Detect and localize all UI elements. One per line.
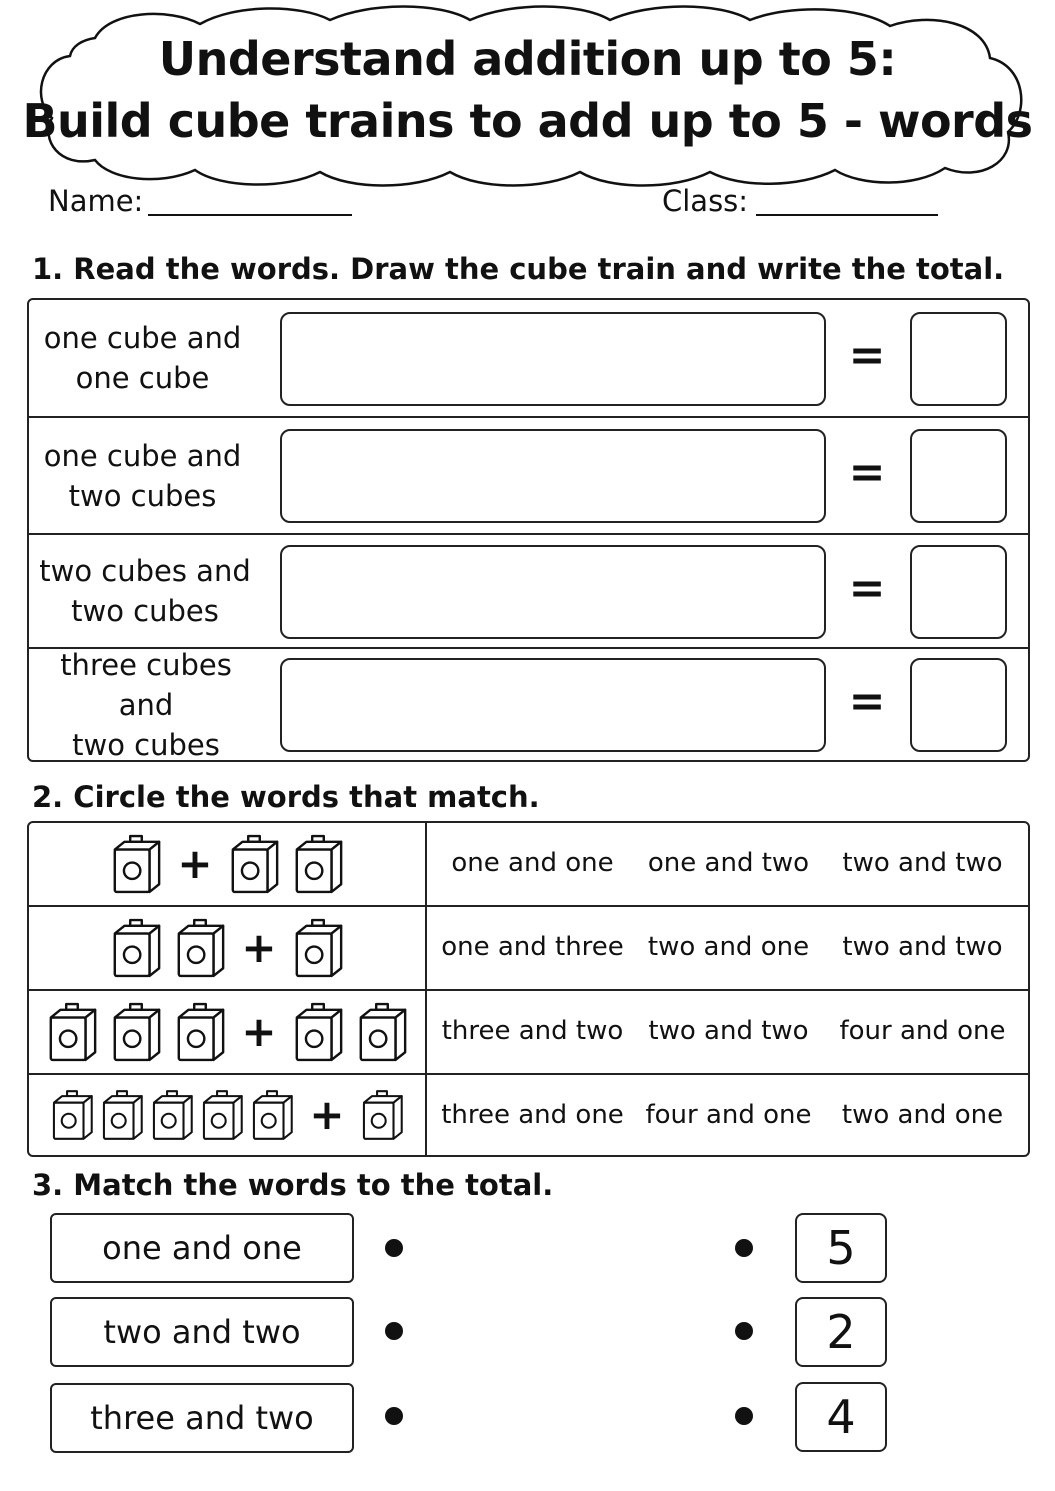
words-line: three cubes and bbox=[60, 647, 232, 722]
left-cube-group bbox=[49, 1085, 295, 1145]
right-match-dot[interactable] bbox=[735, 1322, 753, 1340]
section-1-words bbox=[30, 535, 260, 647]
answer-option[interactable]: two and two bbox=[842, 848, 1003, 878]
linking-cube-icon bbox=[227, 831, 281, 897]
total-answer-box[interactable] bbox=[910, 658, 1007, 752]
equals-sign: = bbox=[848, 330, 886, 381]
answer-option[interactable]: one and one bbox=[451, 848, 614, 878]
linking-cube-icon bbox=[99, 1085, 145, 1145]
linking-cube-icon bbox=[45, 999, 99, 1065]
class-field[interactable] bbox=[756, 214, 938, 216]
section-1-words bbox=[30, 418, 255, 533]
linking-cube-icon bbox=[359, 1085, 405, 1145]
cube-train-drawing-box[interactable] bbox=[280, 429, 826, 523]
words-line: two cubes bbox=[68, 478, 217, 513]
left-cube-group bbox=[109, 831, 163, 897]
cube-sum-picture bbox=[29, 1075, 425, 1155]
total-answer-box[interactable] bbox=[910, 312, 1007, 406]
left-match-dot[interactable] bbox=[385, 1322, 403, 1340]
section-2-heading: 2. Circle the words that match. bbox=[32, 780, 540, 814]
left-cube-group bbox=[45, 999, 227, 1065]
words-card[interactable]: two and two bbox=[50, 1297, 354, 1367]
words-line: two cubes bbox=[71, 594, 219, 628]
linking-cube-icon bbox=[355, 999, 409, 1065]
answer-option[interactable]: three and two bbox=[441, 1016, 624, 1046]
linking-cube-icon bbox=[49, 1085, 95, 1145]
cube-sum-picture bbox=[29, 991, 425, 1073]
right-cube-group bbox=[291, 915, 345, 981]
plus-sign: + bbox=[241, 1007, 277, 1056]
name-label: Name: bbox=[48, 184, 144, 218]
answer-option[interactable]: three and one bbox=[441, 1100, 624, 1130]
answer-option[interactable]: four and one bbox=[645, 1100, 812, 1130]
right-cube-group bbox=[227, 831, 345, 897]
total-card[interactable]: 4 bbox=[795, 1382, 887, 1452]
answer-option[interactable]: two and two bbox=[648, 1016, 809, 1046]
answer-option[interactable]: two and one bbox=[647, 932, 810, 962]
linking-cube-icon bbox=[109, 831, 163, 897]
plus-sign: + bbox=[309, 1090, 345, 1139]
plus-sign: + bbox=[177, 839, 213, 888]
cube-train-drawing-box[interactable] bbox=[280, 658, 826, 752]
class-label: Class: bbox=[662, 184, 749, 218]
left-match-dot[interactable] bbox=[385, 1407, 403, 1425]
cube-train-drawing-box[interactable] bbox=[280, 312, 826, 406]
right-cube-group bbox=[359, 1085, 405, 1145]
words-card[interactable]: one and one bbox=[50, 1213, 354, 1283]
equals-sign: = bbox=[848, 447, 886, 498]
name-field[interactable] bbox=[148, 214, 352, 216]
section-3-heading: 3. Match the words to the total. bbox=[32, 1168, 554, 1202]
right-match-dot[interactable] bbox=[735, 1407, 753, 1425]
linking-cube-icon bbox=[291, 999, 345, 1065]
answer-option[interactable]: one and three bbox=[441, 932, 624, 962]
left-match-dot[interactable] bbox=[385, 1239, 403, 1257]
words-line: two cubes bbox=[72, 727, 220, 762]
right-cube-group bbox=[291, 999, 409, 1065]
linking-cube-icon bbox=[199, 1085, 245, 1145]
total-answer-box[interactable] bbox=[910, 545, 1007, 639]
words-line: one cube bbox=[75, 361, 210, 395]
answer-option[interactable]: one and two bbox=[647, 848, 810, 878]
left-cube-group bbox=[109, 915, 227, 981]
page-title-line-2: Build cube trains to add up to 5 - words bbox=[22, 94, 1033, 148]
cube-sum-picture bbox=[29, 823, 425, 905]
linking-cube-icon bbox=[173, 915, 227, 981]
words-card[interactable]: three and two bbox=[50, 1383, 354, 1453]
page-title-line-1: Understand addition up to 5: bbox=[158, 32, 897, 86]
cube-train-drawing-box[interactable] bbox=[280, 545, 826, 639]
linking-cube-icon bbox=[109, 915, 163, 981]
words-line: two cubes and bbox=[39, 554, 251, 588]
section-1-heading: 1. Read the words. Draw the cube train and write the total. bbox=[32, 252, 1005, 286]
total-card[interactable]: 5 bbox=[795, 1213, 887, 1283]
section-1-words bbox=[30, 649, 262, 760]
words-line: one cube and bbox=[43, 321, 242, 355]
linking-cube-icon bbox=[149, 1085, 195, 1145]
total-card[interactable]: 2 bbox=[795, 1297, 887, 1367]
linking-cube-icon bbox=[249, 1085, 295, 1145]
answer-option[interactable]: two and two bbox=[842, 932, 1003, 962]
right-match-dot[interactable] bbox=[735, 1239, 753, 1257]
answer-option[interactable]: two and one bbox=[841, 1100, 1004, 1130]
total-answer-box[interactable] bbox=[910, 429, 1007, 523]
linking-cube-icon bbox=[109, 999, 163, 1065]
words-line: one cube and bbox=[43, 438, 242, 473]
linking-cube-icon bbox=[291, 831, 345, 897]
equals-sign: = bbox=[848, 676, 886, 727]
linking-cube-icon bbox=[291, 915, 345, 981]
equals-sign: = bbox=[848, 563, 886, 614]
answer-option[interactable]: four and one bbox=[839, 1016, 1006, 1046]
section-1-words bbox=[30, 300, 255, 416]
linking-cube-icon bbox=[173, 999, 227, 1065]
plus-sign: + bbox=[241, 923, 277, 972]
cube-sum-picture bbox=[29, 907, 425, 989]
